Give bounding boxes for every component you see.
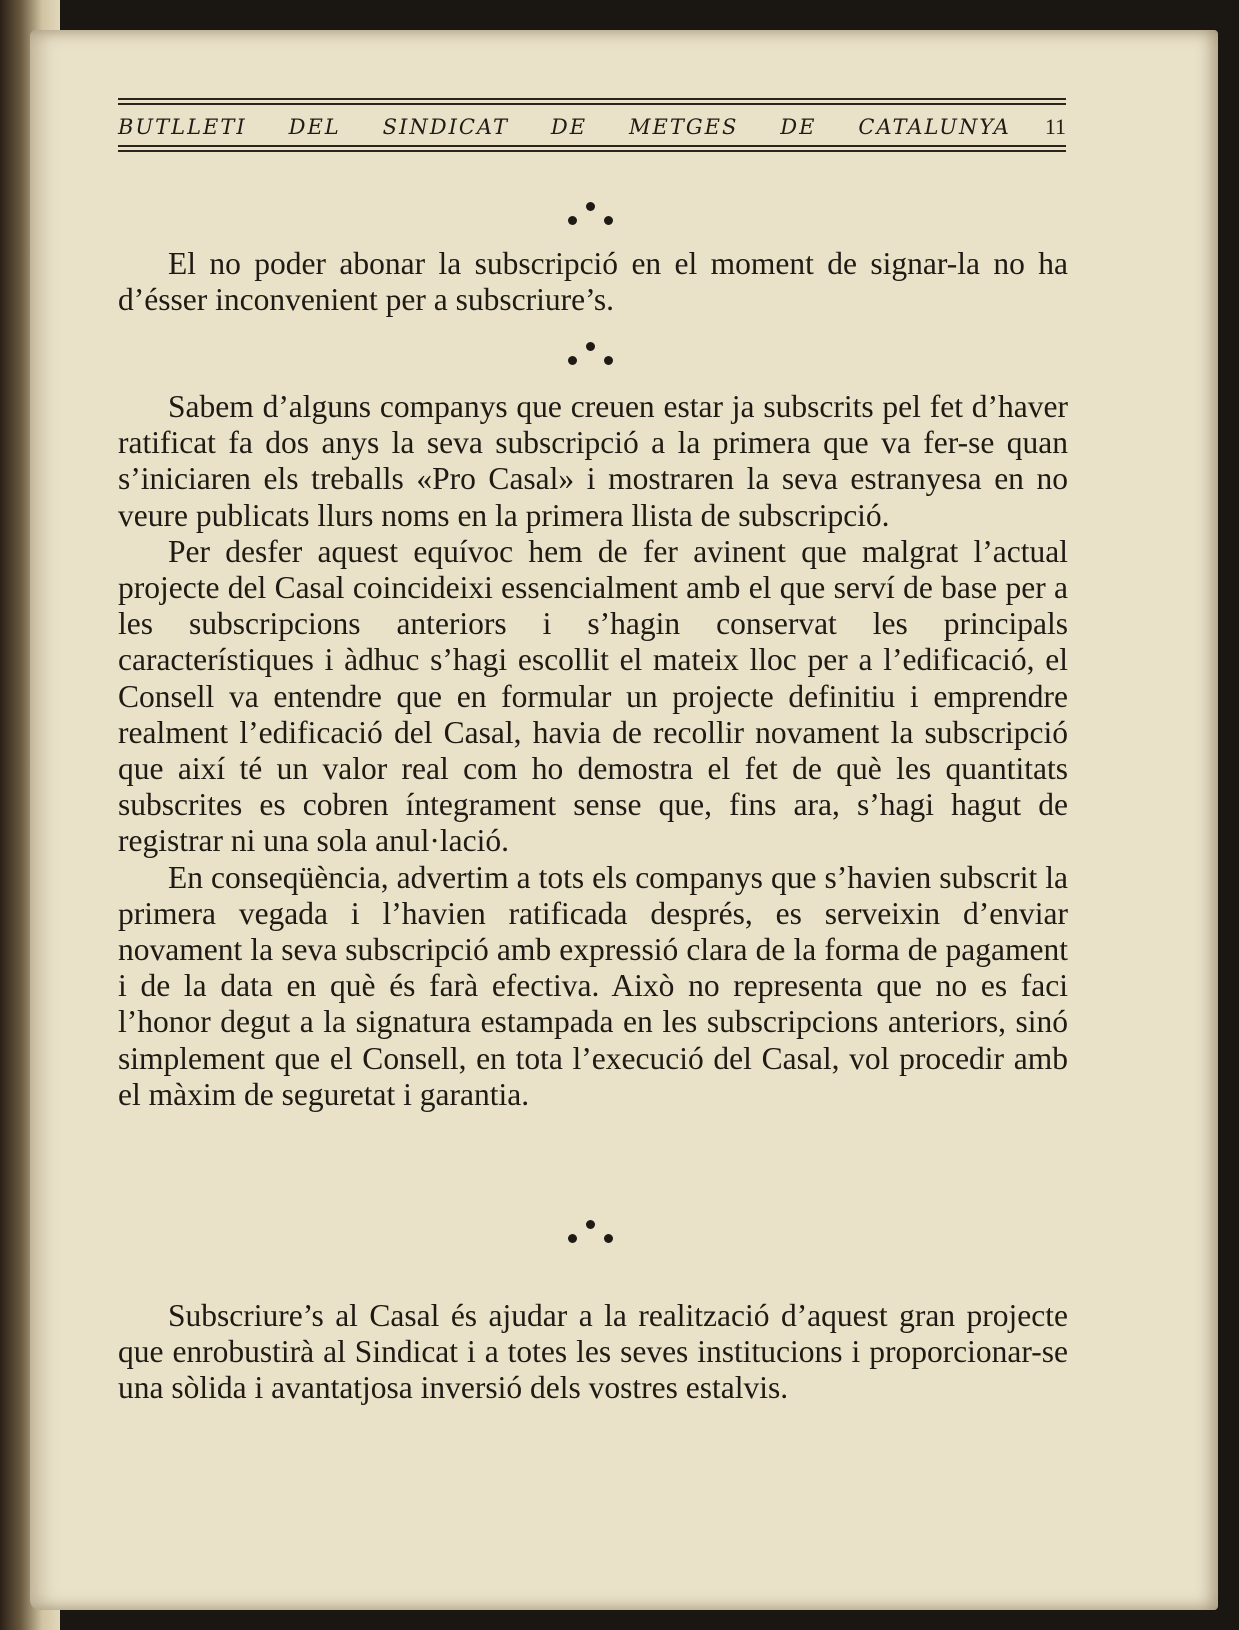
paragraph-2-block (118, 389, 1068, 1113)
header-rule-bottom (118, 145, 1066, 147)
journal-title (118, 115, 1011, 139)
paragraph: En conseqüència, advertim a tots els companys que s’havien subscrit la primera vegada i l’havien ratificada després, es serveixin d’enviar novament la seva subscripció amb expressió clara de la forma de pagament i de la data en què és farà efectiva. Això no representa que no es faci l’honor degut a la signatura estampada en les subscripcions anteriors, sinó simplement que el Consell, en tota l’execució del Casal, vol procedir amb el màxim de seguretat i garantia. (118, 859, 1068, 1112)
journal-title-word: DEL (288, 115, 341, 139)
journal-title-word: DE (550, 115, 588, 139)
journal-title-word: SINDICAT (382, 115, 509, 139)
section-ornament (560, 1218, 620, 1254)
ornament-dot (604, 356, 613, 365)
ornament-dot (568, 216, 577, 225)
ornament-dot (586, 342, 595, 351)
paragraph: Per desfer aquest equívoc hem de fer avinent que malgrat l’actual projecte del Casal coincideixi essencialment amb el que serví de base per a les subscripcions anteriors i s’hagin conservat les principals característiques i àdhuc s’hagi escollit el mateix lloc per a l’edificació, el Consell va entendre que en formular un projecte definitiu i emprendre realment l’edificació del Casal, havia de recollir novament la subscripció que així té un valor real com ho demostra el fet de què les quantitats subscrites es cobren íntegrament sense que, fins ara, s’hagi hagut de registrar ni una sola anul·lació. (118, 533, 1068, 859)
section-ornament (560, 200, 620, 236)
ornament-dot (586, 1220, 595, 1229)
page-number: 11 (1044, 114, 1066, 139)
ornament-dot (568, 356, 577, 365)
section-ornament (560, 340, 620, 376)
paragraph: El no poder abonar la subscripció en el moment de signar-la no ha d’ésser inconvenient per a subscriure’s. (118, 246, 1068, 318)
ornament-dot (568, 1234, 577, 1243)
header-rule-bottom-2 (118, 150, 1066, 152)
journal-title-word: DE (780, 115, 817, 139)
ornament-dot (604, 1234, 613, 1243)
header-line (118, 108, 1066, 145)
journal-title-word: CATALUNYA (858, 115, 1011, 139)
ornament-dot (604, 216, 613, 225)
ornament-dot (586, 202, 595, 211)
paragraph: Subscriure’s al Casal és ajudar a la realització d’aquest gran projecte que enrobustirà al Sindicat i a totes les seves institucions i proporcionar-se una sòlida i avantatjosa inversió dels vostres estalvis. (118, 1298, 1068, 1406)
journal-title-word: METGES (629, 115, 739, 139)
header-rule-top-2 (118, 103, 1066, 105)
paragraph: Sabem d’alguns companys que creuen estar ja subscrits pel fet d’haver ratificat fa dos anys la seva subscripció a la primera que va fer-se quan s’iniciaren els treballs «Pro Casal» i mostraren la seva estranyesa en no veure publicats llurs noms en la primera llista de subscripció. (118, 389, 1068, 533)
journal-title-word: BUTLLETI (118, 115, 247, 139)
running-header (118, 98, 1066, 155)
header-rule-top (118, 98, 1066, 100)
paragraph-5-block (118, 1298, 1068, 1407)
paragraph-1-block (118, 246, 1068, 318)
